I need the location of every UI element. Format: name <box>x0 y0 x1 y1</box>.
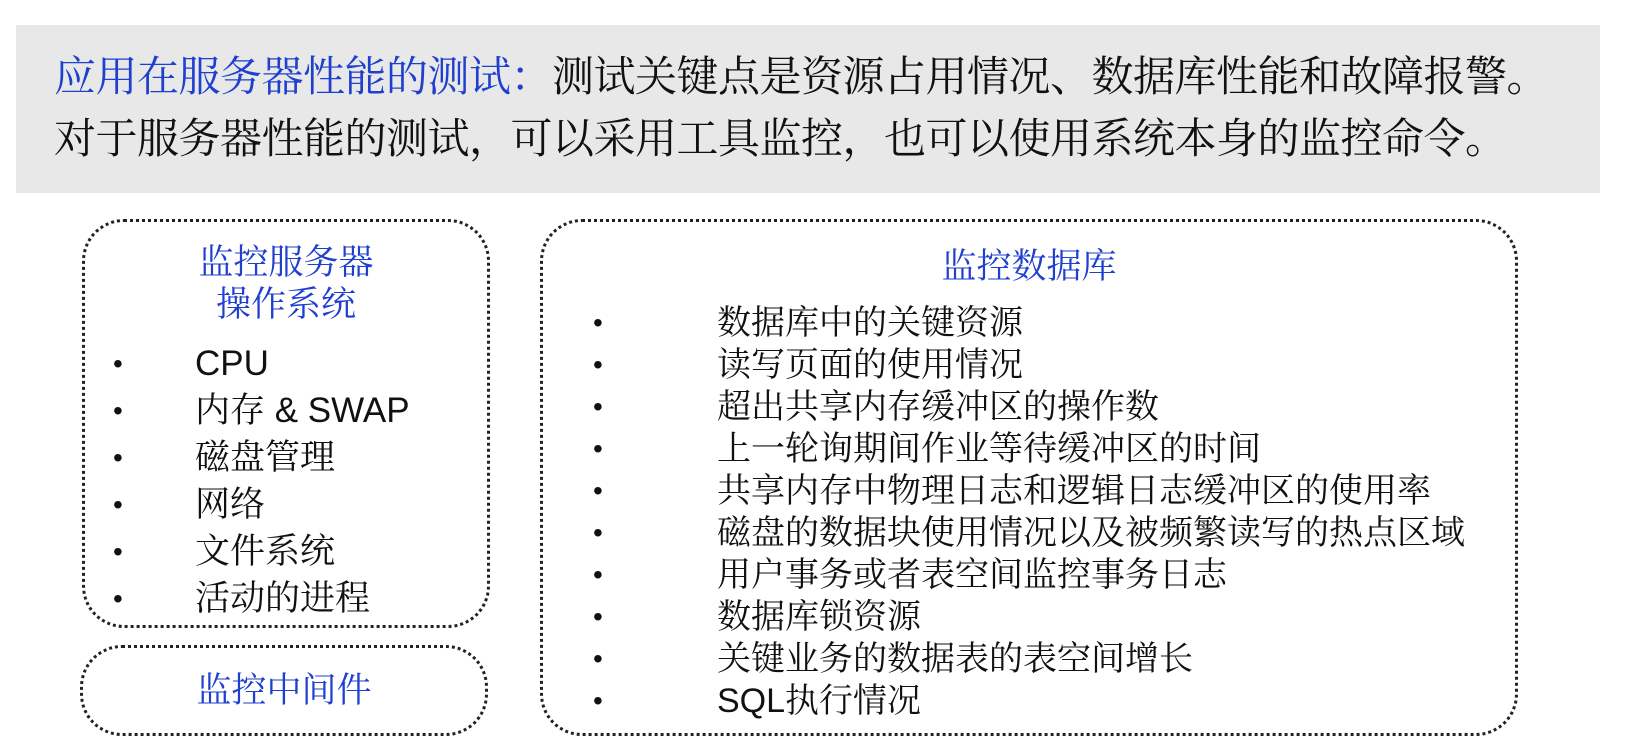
monitor-os-title-line-1: 监控服务器 <box>198 243 374 282</box>
list-item <box>113 387 410 434</box>
list-item-text: 关键业务的数据表的表空间增长 <box>717 640 1193 678</box>
header-topic: 应用在服务器性能的测试： <box>54 53 553 100</box>
bullet-icon: • <box>593 433 603 464</box>
list-item-text: 数据库中的关键资源 <box>717 304 1023 342</box>
list-item <box>593 302 1465 344</box>
list-item <box>593 554 1465 596</box>
monitor-middleware-title: 监控中间件 <box>196 671 372 710</box>
list-item-text: 上一轮询期间作业等待缓冲区的时间 <box>717 430 1261 468</box>
bullet-icon: • <box>593 685 603 716</box>
list-item <box>113 528 410 575</box>
list-item-text: 用户事务或者表空间监控事务日志 <box>717 556 1227 594</box>
list-item <box>593 470 1465 512</box>
list-item <box>593 386 1465 428</box>
bullet-icon: • <box>113 583 123 614</box>
list-item <box>593 428 1465 470</box>
list-item-text: 读写页面的使用情况 <box>717 346 1023 384</box>
bullet-icon: • <box>113 489 123 520</box>
monitor-database-list <box>593 302 1465 722</box>
bullet-icon: • <box>593 391 603 422</box>
list-item-text: 磁盘管理 <box>195 438 336 477</box>
bullet-icon: • <box>593 601 603 632</box>
list-item-text: 磁盘的数据块使用情况以及被频繁读写的热点区域 <box>717 514 1465 552</box>
bullet-icon: • <box>113 348 123 379</box>
bullet-icon: • <box>593 559 603 590</box>
monitor-os-box <box>82 219 490 628</box>
list-item <box>593 344 1465 386</box>
list-item-text: 内存 & SWAP <box>195 391 410 430</box>
list-item-text: SQL执行情况 <box>717 682 922 720</box>
list-item-text: 超出共享内存缓冲区的操作数 <box>717 388 1159 426</box>
bullet-icon: • <box>113 442 123 473</box>
monitor-os-list <box>113 340 410 622</box>
list-item-text: CPU <box>195 344 269 383</box>
list-item <box>593 680 1465 722</box>
monitor-database-box <box>540 219 1518 736</box>
list-item <box>593 596 1465 638</box>
list-item <box>113 575 410 622</box>
monitor-os-title-line-2: 操作系统 <box>215 285 356 324</box>
bullet-icon: • <box>593 643 603 674</box>
list-item <box>113 340 410 387</box>
bullet-icon: • <box>113 395 123 426</box>
bullet-icon: • <box>593 307 603 338</box>
list-item <box>113 481 410 528</box>
monitor-database-title: 监控数据库 <box>941 247 1117 286</box>
header-line-2: 对于服务器性能的测试，可以采用工具监控，也可以使用系统本身的监控命令。 <box>54 115 1507 162</box>
list-item-text: 数据库锁资源 <box>717 598 921 636</box>
monitor-middleware-box <box>80 645 488 736</box>
header-description: 测试关键点是资源占用情况、数据库性能和故障报警。 <box>552 53 1549 100</box>
bullet-icon: • <box>593 517 603 548</box>
list-item-text: 文件系统 <box>195 532 336 571</box>
list-item-text: 活动的进程 <box>195 579 371 618</box>
bullet-icon: • <box>593 349 603 380</box>
list-item <box>593 638 1465 680</box>
list-item <box>593 512 1465 554</box>
header-line-1 <box>54 51 1548 103</box>
header-banner <box>16 25 1600 193</box>
monitor-os-title <box>85 242 487 326</box>
list-item <box>113 434 410 481</box>
list-item-text: 共享内存中物理日志和逻辑日志缓冲区的使用率 <box>717 472 1431 510</box>
bullet-icon: • <box>593 475 603 506</box>
list-item-text: 网络 <box>195 485 266 524</box>
bullet-icon: • <box>113 536 123 567</box>
